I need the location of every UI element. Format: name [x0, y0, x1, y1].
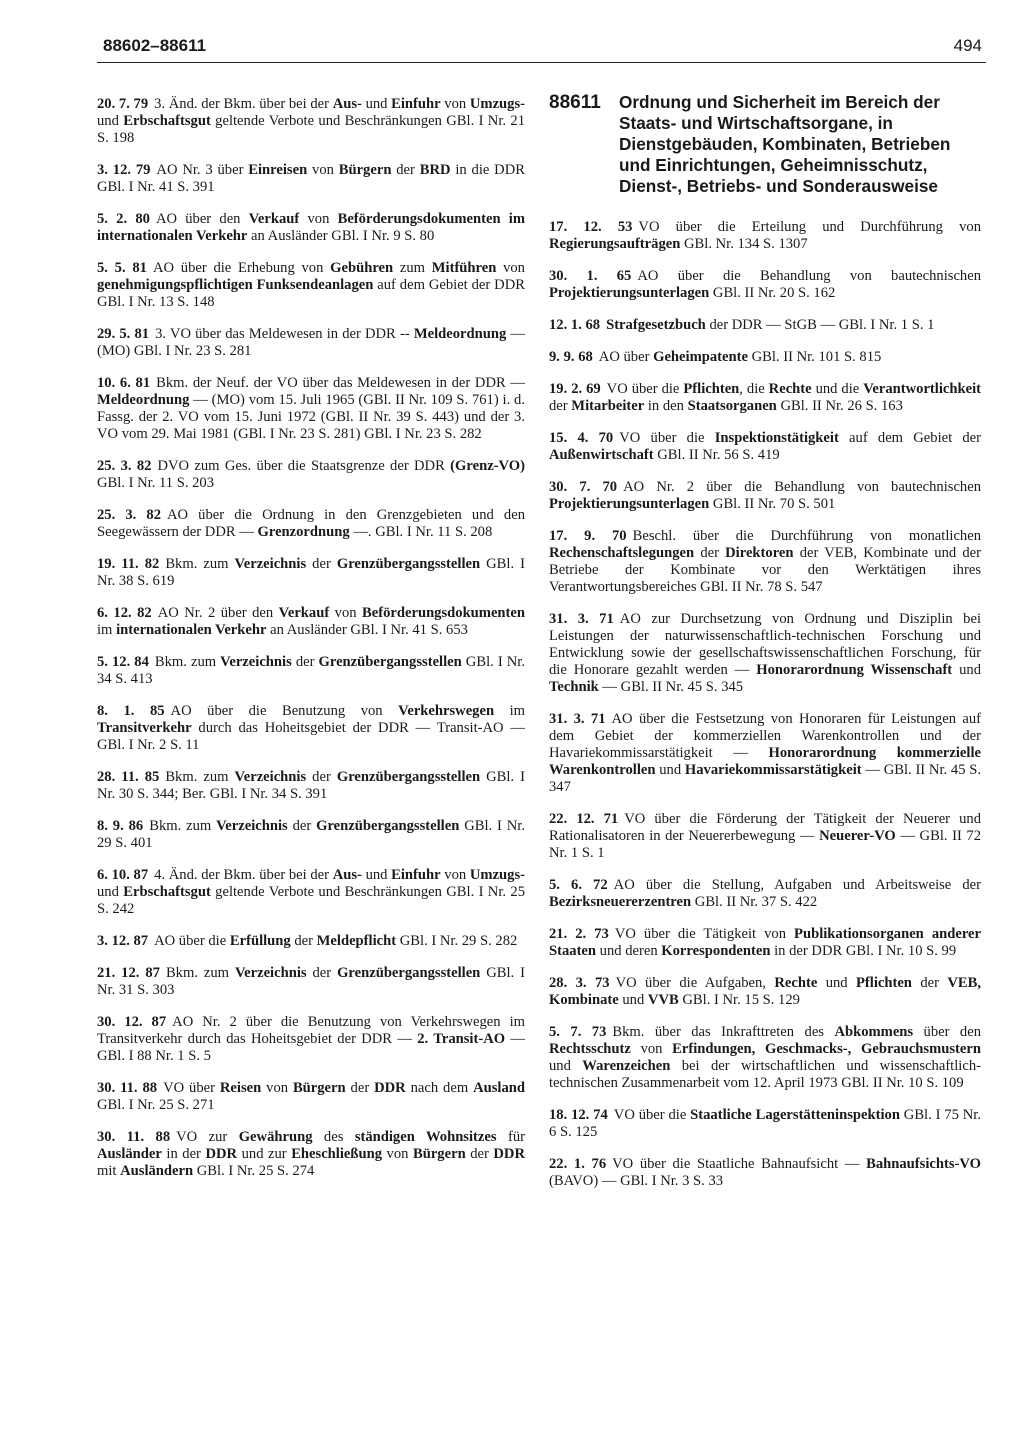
entry-text: der — [291, 654, 319, 670]
entry-text: GBl. II Nr. 70 S. 501 — [709, 496, 836, 512]
entry-text: AO Nr. 3 über — [156, 162, 249, 178]
entry-text: AO Nr. 2 über den — [157, 605, 279, 621]
entry-date: 22. 12. 71 — [549, 811, 619, 827]
section-number: 88611 — [549, 92, 601, 113]
entry-text: und zur — [237, 1146, 292, 1162]
entry-text: Bkm. über das Inkrafttreten des — [612, 1024, 835, 1040]
entry-text: GBl. II Nr. 20 S. 162 — [709, 285, 836, 301]
entry-text: AO über die Erhebung von — [152, 260, 331, 276]
index-entry — [97, 162, 525, 196]
entry-keyword: Eheschließung — [291, 1146, 383, 1162]
entry-keyword: Einreisen — [248, 162, 308, 178]
entry-text: und — [952, 662, 981, 678]
entry-text: AO zur Durchsetzung von Ordnung und Disziplin bei Leistungen der naturwissenschaftlich-technischen Forschung und Entwicklung sowie der gesellschaftswissenschaftlichen Forschung, für die Honorare gezahlt werden — — [549, 611, 982, 678]
entry-text: GBl. I Nr. 25 S. 274 — [193, 1163, 315, 1179]
entry-keyword: Erbschaftsgut — [123, 113, 211, 129]
entry-text: und deren — [596, 943, 662, 959]
entry-keyword: Geheimpatente — [653, 349, 748, 365]
entry-keyword: Verantwortlichkeit — [863, 381, 981, 397]
entry-text: — GBl. I 88 Nr. 1 S. 5 — [97, 1031, 525, 1064]
index-entry — [549, 711, 981, 796]
entry-date: 5. 12. 84 — [97, 654, 149, 670]
index-entry — [549, 1107, 981, 1141]
entry-text: Bkm. zum — [149, 818, 217, 834]
entry-text: von — [496, 260, 525, 276]
entry-text: VO über — [163, 1080, 220, 1096]
entry-keyword: Beförderungsdokumenten — [362, 605, 526, 621]
entry-text: von — [299, 211, 338, 227]
entry-keyword: (Grenz-VO) — [450, 458, 525, 474]
entry-keyword: Transitverkehr — [97, 720, 192, 736]
entry-keyword: Technik — [549, 679, 599, 695]
entry-date: 25. 3. 82 — [97, 458, 152, 474]
entry-text: 3. VO über das Meldewesen in der DDR -- — [155, 326, 414, 342]
left-column — [97, 96, 525, 1195]
entry-keyword: Meldeordnung — [97, 392, 190, 408]
entry-text: VO über die Aufgaben, — [615, 975, 775, 991]
entry-text: der — [465, 1146, 494, 1162]
entry-date: 28. 3. 73 — [549, 975, 610, 991]
entry-text: VO über die Staatliche Bahnaufsicht — — [612, 1156, 867, 1172]
entry-date: 18. 12. 74 — [549, 1107, 608, 1123]
entry-keyword: Rechtsschutz — [549, 1041, 631, 1057]
entry-keyword: Havariekommissarstätigkeit — [684, 762, 862, 778]
entry-keyword: Erfindungen, Geschmacks-, Gebrauchsmustern — [672, 1041, 981, 1057]
entry-text: GBl. II Nr. 26 S. 163 — [776, 398, 903, 414]
entry-keyword: Honorarordnung Wissenschaft — [756, 662, 953, 678]
entry-text: — GBl. II Nr. 45 S. 347 — [549, 762, 982, 795]
entry-keyword: Verkauf — [248, 211, 300, 227]
entry-date: 6. 12. 82 — [97, 605, 152, 621]
entry-text: an Ausländer GBl. I Nr. 41 S. 653 — [266, 622, 468, 638]
entry-date: 17. 12. 53 — [549, 219, 633, 235]
entry-text: der VEB, Kombinate und der Betriebe der Kombinate vor den Werktätigen ihres Verantwortungsbereiches GBl. II Nr. 78 S. 547 — [549, 545, 981, 595]
entry-text: geltende Verbote und Beschränkungen GBl. I Nr. 25 S. 242 — [97, 884, 525, 917]
entry-text: auf dem Gebiet der DDR GBl. I Nr. 13 S. 148 — [97, 277, 525, 310]
entry-text: geltende Verbote und Beschränkungen GBl. I Nr. 21 S. 198 — [97, 113, 525, 146]
entry-text: GBl. I Nr. 29 S. 282 — [396, 933, 518, 949]
index-entry — [549, 1156, 981, 1190]
entry-keyword: Umzugs- — [469, 96, 526, 112]
index-entry — [549, 349, 981, 366]
entry-date: 30. 7. 70 — [549, 479, 618, 495]
entry-date: 31. 3. 71 — [549, 711, 606, 727]
entry-text: AO über den — [155, 211, 249, 227]
entry-text: in den — [644, 398, 688, 414]
index-entry — [97, 867, 525, 918]
entry-text: und — [361, 96, 392, 112]
entry-keyword: Verzeichnis — [216, 818, 288, 834]
entry-keyword: Verkauf — [278, 605, 330, 621]
entry-text: im — [97, 622, 117, 638]
section-heading — [549, 92, 981, 197]
entry-text: AO über die Ordnung in den Grenzgebieten und den Seegewässern der DDR — — [97, 507, 525, 540]
entry-keyword: Regierungsaufträgen — [549, 236, 681, 252]
entry-keyword: Bahnaufsichts-VO — [866, 1156, 981, 1172]
index-entry — [97, 458, 525, 492]
entry-keyword: Grenzordnung — [257, 524, 350, 540]
entry-keyword: Gebühren — [330, 260, 394, 276]
entry-keyword: VEB, Kombinate — [549, 975, 981, 1008]
entry-date: 5. 7. 73 — [549, 1024, 607, 1040]
entry-text: VO über die — [613, 1107, 691, 1123]
entry-text: GBl. I Nr. 34 S. 413 — [97, 654, 525, 687]
entry-keyword: Bezirksneuererzentren — [549, 894, 692, 910]
entry-keyword: Rechte — [774, 975, 818, 991]
right-column — [549, 92, 981, 1205]
entry-text: — GBl. II Nr. 45 S. 345 — [598, 679, 744, 695]
page-number: 494 — [953, 36, 982, 55]
entry-text: zum — [393, 260, 432, 276]
entry-text: VO über die Erteilung und Durchführung von — [638, 219, 981, 235]
index-entry — [549, 430, 981, 464]
entry-date: 17. 9. 70 — [549, 528, 627, 544]
entry-keyword: Gewährung — [238, 1129, 313, 1145]
entry-text: GBl. II Nr. 56 S. 419 — [653, 447, 780, 463]
entry-text: und — [97, 884, 124, 900]
entry-text: der — [391, 162, 420, 178]
entry-text: Bkm. zum — [165, 965, 235, 981]
entry-text: in der DDR GBl. I Nr. 10 S. 99 — [770, 943, 957, 959]
entry-keyword: Rechenschaftslegungen — [549, 545, 695, 561]
entry-text: GBl. Nr. 134 S. 1307 — [680, 236, 808, 252]
entry-text: AO über die — [154, 933, 230, 949]
entry-text: VO zur — [176, 1129, 239, 1145]
entry-keyword: Meldepflicht — [316, 933, 397, 949]
entry-text: an Ausländer GBl. I Nr. 9 S. 80 — [247, 228, 435, 244]
entry-date: 30. 12. 87 — [97, 1014, 167, 1030]
entry-keyword: Grenzübergangsstellen — [336, 556, 481, 572]
entry-keyword: Publikationsorganen anderer Staaten — [549, 926, 981, 959]
entry-text: GBl. I Nr. 11 S. 203 — [97, 475, 215, 491]
entry-keyword: Honorarordnung kommerzielle Warenkontrollen — [549, 745, 981, 778]
entry-date: 22. 1. 76 — [549, 1156, 607, 1172]
index-entry — [97, 96, 525, 147]
entry-keyword: Abkommens — [834, 1024, 914, 1040]
entry-text: bei der wirtschaftlichen und wissenschaftlich-technischen Zusammenarbeit vom 12. April 1973 GBl. II Nr. 10 S. 109 — [549, 1058, 981, 1091]
entry-keyword: internationalen Verkehr — [116, 622, 267, 638]
entry-text: AO über die Behandlung von bautechnischen — [637, 268, 982, 284]
entry-keyword: Erbschaftsgut — [123, 884, 211, 900]
entry-text: von — [329, 605, 363, 621]
entry-date: 31. 3. 71 — [549, 611, 614, 627]
entry-keyword: Aus- — [332, 96, 362, 112]
entry-keyword: Warenzeichen — [582, 1058, 671, 1074]
index-entry — [549, 219, 981, 253]
entry-text: nach dem — [405, 1080, 474, 1096]
entry-keyword: Einfuhr — [391, 96, 441, 112]
entry-text: durch das Hoheitsgebiet der DDR — Transit-AO — GBl. I Nr. 2 S. 11 — [97, 720, 525, 753]
index-entry — [549, 381, 981, 415]
entry-text: auf dem Gebiet der — [838, 430, 982, 446]
index-entry — [97, 260, 525, 311]
entry-keyword: Einfuhr — [391, 867, 441, 883]
entry-text: der — [911, 975, 948, 991]
entry-keyword: Strafgesetzbuch — [606, 317, 706, 333]
entry-text: AO Nr. 2 über die Benutzung von Verkehrswegen im Transitverkehr durch das Hoheitsgebiet der DDR — — [97, 1014, 526, 1047]
entry-text: der — [306, 769, 337, 785]
entry-keyword: Grenzübergangsstellen — [316, 818, 460, 834]
index-entry — [549, 811, 981, 862]
entry-keyword: Projektierungsunterlagen — [549, 285, 710, 301]
entry-text: der — [306, 556, 337, 572]
entry-keyword: Verkehrswegen — [398, 703, 495, 719]
entry-text: der — [287, 818, 317, 834]
entry-keyword: Korrespondenten — [661, 943, 771, 959]
entry-date: 6. 10. 87 — [97, 867, 149, 883]
entry-date: 19. 11. 82 — [97, 556, 160, 572]
entry-keyword: Verzeichnis — [234, 556, 307, 572]
entry-keyword: Aus- — [332, 867, 362, 883]
entry-keyword: VVB — [647, 992, 679, 1008]
entry-text: VO über die — [606, 381, 684, 397]
index-entry — [97, 654, 525, 688]
page-range-header: 88602–88611 — [103, 36, 207, 55]
entry-keyword: Bürgern — [412, 1146, 466, 1162]
entry-keyword: BRD — [419, 162, 451, 178]
entry-text: (BAVO) — GBl. I Nr. 3 S. 33 — [549, 1173, 724, 1189]
entry-keyword: Verzeichnis — [234, 769, 307, 785]
entry-text: GBl. I Nr. 15 S. 129 — [678, 992, 800, 1008]
entry-text: —. GBl. I Nr. 11 S. 208 — [349, 524, 493, 540]
entry-keyword: Ausland — [473, 1080, 525, 1096]
index-entry — [97, 1080, 525, 1114]
entry-keyword: Außenwirtschaft — [549, 447, 654, 463]
entry-text: VO über die Förderung der Tätigkeit der Neuerer und Rationalisatoren in der Neuererbewegung — — [549, 811, 982, 844]
index-entry — [549, 611, 981, 696]
entry-date: 30. 1. 65 — [549, 268, 632, 284]
index-entry — [549, 528, 981, 596]
entry-date: 3. 12. 87 — [97, 933, 149, 949]
entry-keyword: Staatliche Lagerstätteninspektion — [690, 1107, 900, 1123]
entry-text: GBl. I 75 Nr. 6 S. 125 — [549, 1107, 981, 1140]
index-entry — [97, 211, 525, 245]
entry-date: 30. 11. 88 — [97, 1129, 171, 1145]
entry-date: 8. 1. 85 — [97, 703, 165, 719]
entry-text: Bkm. zum — [165, 556, 235, 572]
entry-date: 3. 12. 79 — [97, 162, 151, 178]
entry-keyword: 2. Transit-AO — [417, 1031, 506, 1047]
entry-keyword: Umzugs- — [469, 867, 526, 883]
right-entries — [549, 219, 981, 1190]
index-entry — [549, 479, 981, 513]
entry-text: im — [494, 703, 526, 719]
entry-keyword: Erfüllung — [229, 933, 291, 949]
entry-text: — (MO) vom 15. Juli 1965 (GBl. II Nr. 109 S. 761) i. d. Fassg. der 2. VO vom 15. Juni 1972 (GBl. II Nr. 39 S. 443) und der 3. VO vom 29. Mai 1981 (GBl. I Nr. 23 S. 281) GBl. I Nr. 23 S. 282 — [97, 392, 525, 442]
entry-date: 19. 2. 69 — [549, 381, 601, 397]
entry-text: GBl. I Nr. 38 S. 619 — [97, 556, 525, 589]
entry-keyword: Neuerer-VO — [819, 828, 896, 844]
entry-text: GBl. I Nr. 31 S. 303 — [97, 965, 525, 998]
entry-keyword: DDR — [374, 1080, 406, 1096]
entry-text: GBl. II Nr. 37 S. 422 — [691, 894, 818, 910]
entry-text: von — [307, 162, 339, 178]
entry-text: von — [440, 96, 470, 112]
entry-text: in die DDR GBl. I Nr. 41 S. 391 — [97, 162, 525, 195]
index-entry — [97, 556, 525, 590]
entry-date: 28. 11. 85 — [97, 769, 160, 785]
entry-keyword: DDR — [205, 1146, 238, 1162]
entry-date: 5. 6. 72 — [549, 877, 608, 893]
entry-keyword: ständigen Wohnsitzes — [354, 1129, 497, 1145]
entry-keyword: DDR — [493, 1146, 525, 1162]
entry-text: von — [440, 867, 470, 883]
entry-text: und — [655, 762, 685, 778]
entry-keyword: genehmigungspflichtigen Funksendeanlagen — [97, 277, 374, 293]
entry-text: GBl. I Nr. 30 S. 344; Ber. GBl. I Nr. 34 S. 391 — [97, 769, 525, 802]
entry-text: und — [97, 113, 124, 129]
entry-text: GBl. II Nr. 101 S. 815 — [747, 349, 882, 365]
index-entry — [97, 933, 525, 950]
entry-text: und — [618, 992, 648, 1008]
entry-text: in der — [161, 1146, 206, 1162]
entry-date: 15. 4. 70 — [549, 430, 614, 446]
entry-keyword: Staatsorganen — [687, 398, 777, 414]
index-entry — [97, 326, 525, 360]
index-entry — [549, 1024, 981, 1092]
entry-date: 30. 11. 88 — [97, 1080, 158, 1096]
index-entry — [97, 965, 525, 999]
entry-keyword: Reisen — [219, 1080, 262, 1096]
entry-text: und — [549, 1058, 583, 1074]
index-entry — [97, 1014, 525, 1065]
entry-text: Beschl. über die Durchführung von monatlichen — [632, 528, 981, 544]
entry-text: und — [817, 975, 856, 991]
entry-text: AO über die Stellung, Aufgaben und Arbeitsweise der — [613, 877, 982, 893]
entry-date: 20. 7. 79 — [97, 96, 149, 112]
entry-keyword: Grenzübergangsstellen — [337, 965, 481, 981]
entry-text: 3. Änd. der Bkm. über bei der — [154, 96, 333, 112]
entry-text: mit — [97, 1163, 121, 1179]
index-entry — [97, 818, 525, 852]
entry-text: für — [496, 1129, 525, 1145]
entry-text: der — [549, 398, 572, 414]
entry-date: 5. 5. 81 — [97, 260, 147, 276]
entry-text: Bkm. der Neuf. der VO über das Meldewesen in der DDR — — [156, 375, 526, 391]
entry-keyword: Mitarbeiter — [571, 398, 645, 414]
entry-keyword: Grenzübergangsstellen — [336, 769, 481, 785]
entry-text: über den — [913, 1024, 981, 1040]
entry-keyword: Verzeichnis — [220, 654, 292, 670]
entry-text: von — [630, 1041, 673, 1057]
entry-date: 21. 12. 87 — [97, 965, 160, 981]
entry-date: 29. 5. 81 — [97, 326, 150, 342]
entry-text: Bkm. zum — [154, 654, 221, 670]
entry-keyword: Rechte — [768, 381, 812, 397]
index-entry — [549, 975, 981, 1009]
entry-date: 25. 3. 82 — [97, 507, 161, 523]
entry-text: 4. Änd. der Bkm. über bei der — [154, 867, 333, 883]
entry-text: der DDR — StGB — GBl. I Nr. 1 S. 1 — [705, 317, 935, 333]
entry-text: von — [382, 1146, 413, 1162]
section-title: Ordnung und Sicherheit im Bereich der Staats- und Wirtschaftsorgane, in Dienstgebäuden, Kombinaten, Betrieben und Einrichtungen, Geheimnisschutz, Dienst-, Betriebs- und Sonderausweise — [619, 92, 951, 196]
entry-text: AO über die Festsetzung von Honoraren für Leistungen auf dem Gebiet der kommerziellen Warenkontrollen und der Havariekommissarstätigkeit — — [549, 711, 981, 761]
entry-date: 8. 9. 86 — [97, 818, 144, 834]
entry-date: 12. 1. 68 — [549, 317, 601, 333]
entry-date: 21. 2. 73 — [549, 926, 609, 942]
entry-text: AO Nr. 2 über die Behandlung von bautechnischen — [623, 479, 981, 495]
entry-date: 5. 2. 80 — [97, 211, 150, 227]
entry-keyword: Inspektionstätigkeit — [714, 430, 839, 446]
index-entry — [549, 317, 981, 334]
entry-text: DVO zum Ges. über die Staatsgrenze der DDR — [157, 458, 451, 474]
entry-date: 9. 9. 68 — [549, 349, 593, 365]
index-entry — [97, 507, 525, 541]
entry-text: AO über — [598, 349, 654, 365]
entry-keyword: Bürgern — [292, 1080, 346, 1096]
entry-text: der — [694, 545, 726, 561]
index-entry — [97, 769, 525, 803]
entry-keyword: Projektierungsunterlagen — [549, 496, 710, 512]
entry-text: — GBl. II 72 Nr. 1 S. 1 — [549, 828, 981, 861]
entry-keyword: Meldeordnung — [413, 326, 507, 342]
entry-text: , die — [739, 381, 769, 397]
entry-date: 10. 6. 81 — [97, 375, 151, 391]
index-entry — [97, 703, 525, 754]
entry-text: der — [306, 965, 338, 981]
entry-text: des — [312, 1129, 355, 1145]
entry-text: und — [361, 867, 392, 883]
entry-keyword: Bürgern — [338, 162, 392, 178]
entry-keyword: Verzeichnis — [234, 965, 307, 981]
entry-keyword: Ausländer — [97, 1146, 162, 1162]
entry-keyword: Pflichten — [683, 381, 740, 397]
header-rule — [97, 62, 986, 63]
entry-text: und die — [811, 381, 864, 397]
index-entry — [549, 268, 981, 302]
entry-keyword: Grenzübergangsstellen — [318, 654, 462, 670]
entry-keyword: Pflichten — [855, 975, 912, 991]
entry-keyword: Beförderungsdokumenten im internationalen Verkehr — [97, 211, 526, 244]
entry-text: VO über die Tätigkeit von — [614, 926, 795, 942]
entry-text: der — [290, 933, 317, 949]
entry-text: Bkm. zum — [165, 769, 235, 785]
entry-keyword: Direktoren — [725, 545, 794, 561]
index-entry — [97, 605, 525, 639]
entry-text: GBl. I Nr. 25 S. 271 — [97, 1097, 215, 1113]
index-entry — [549, 926, 981, 960]
entry-keyword: Mitführen — [431, 260, 497, 276]
index-entry — [549, 877, 981, 911]
entry-text: der — [345, 1080, 375, 1096]
entry-text: von — [261, 1080, 293, 1096]
entry-text: GBl. I Nr. 29 S. 401 — [97, 818, 525, 851]
entry-text: — (MO) GBl. I Nr. 23 S. 281 — [97, 326, 525, 359]
entry-text: VO über die — [619, 430, 715, 446]
entry-text: AO über die Benutzung von — [170, 703, 399, 719]
index-entry — [97, 375, 525, 443]
index-entry — [97, 1129, 525, 1180]
entry-keyword: Ausländern — [120, 1163, 194, 1179]
